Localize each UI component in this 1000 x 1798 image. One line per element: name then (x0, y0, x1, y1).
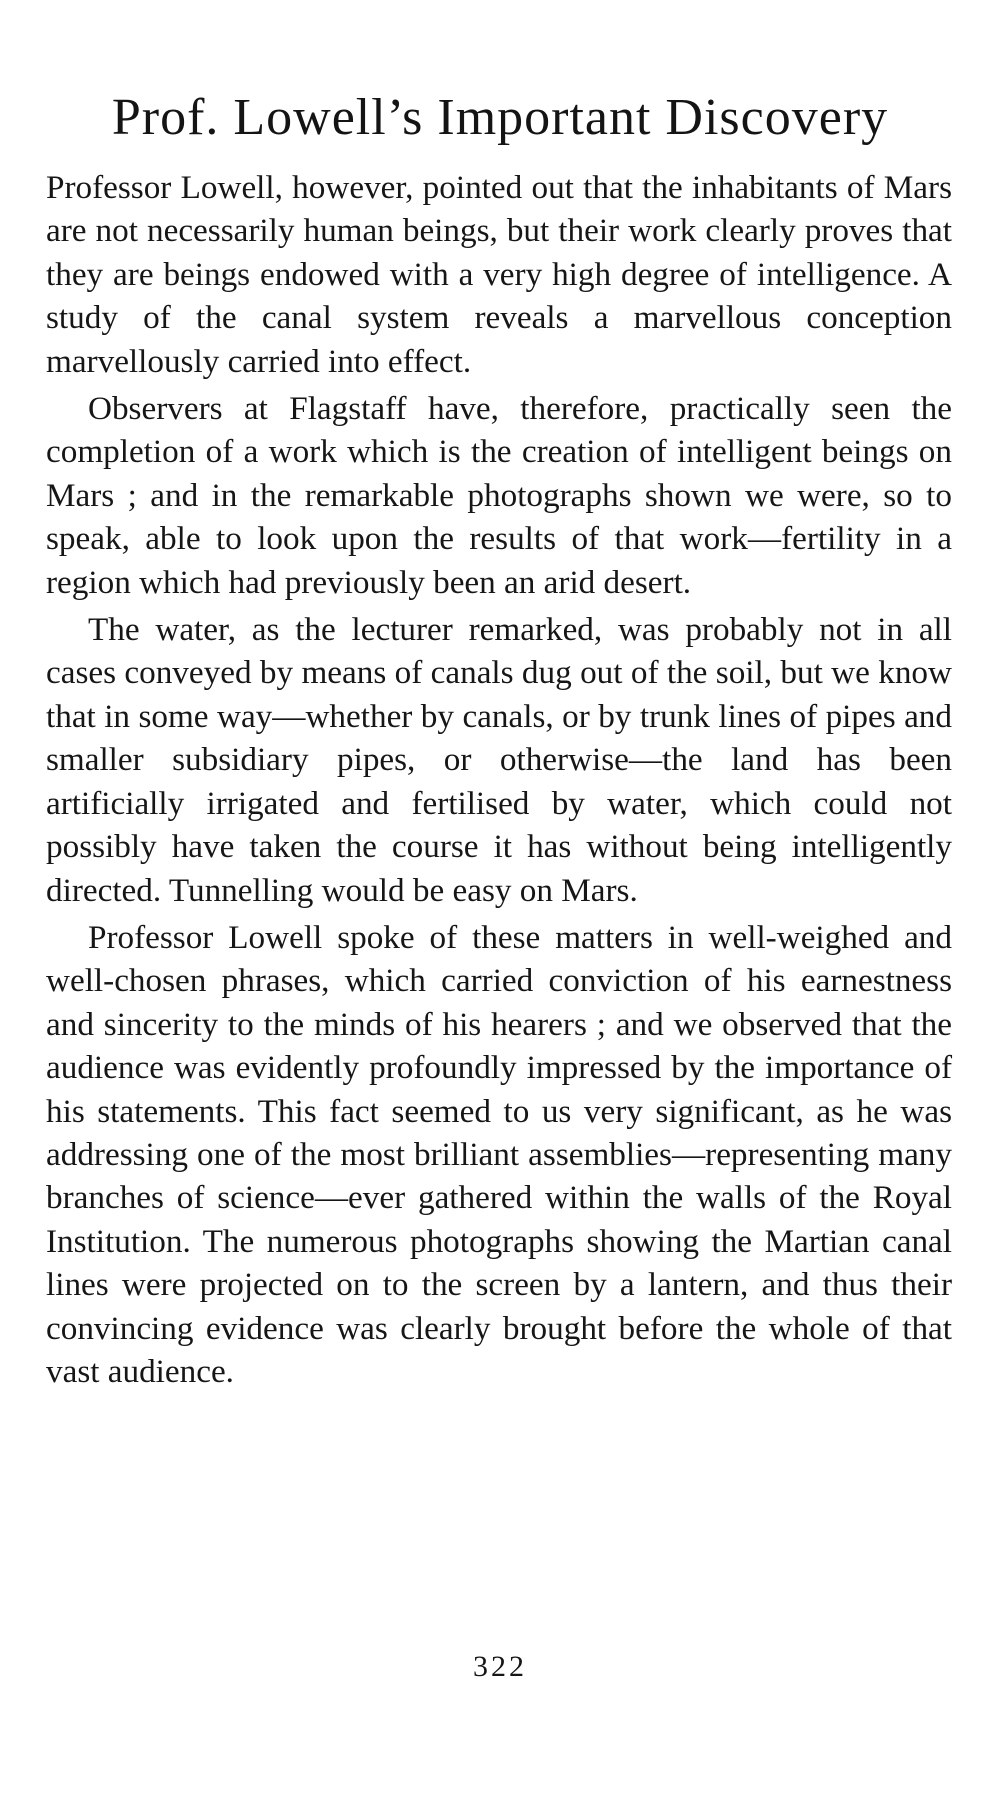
running-head: Prof. Lowell’s Important Discovery (111, 89, 889, 146)
page-number: 322 (473, 1650, 527, 1683)
body-text (46, 166, 952, 1397)
paragraph-3: The water, as the lecturer remarked, was probably not in all cases conveyed by means of canals dug out of the soil, but we know that in some way—whether by canals, or by trunk lines of pipes and smaller subsidiary pipes, or otherwise—the land has been artificially irrigated and fertilised by water, which could not possibly have taken the course it has without being intelligently directed. Tunnelling would be easy on Mars. (46, 611, 952, 909)
paragraph-2: Observers at Flagstaff have, therefore, practically seen the completion of a work which is the creation of intelligent beings on Mars ; and in the remarkable photographs shown we were, so to speak, able to look upon the results of that work—fertility in a region which had previously been an arid desert. (46, 390, 952, 601)
paragraph-1: Professor Lowell, however, pointed out that the inhabitants of Mars are not necessarily human beings, but their work clearly proves that they are beings endowed with a very high degree of intelligence. A study of the canal system reveals a marvellous conception marvellously carried into effect. (46, 169, 952, 380)
paragraph-4: Professor Lowell spoke of these matters in well-weighed and well-chosen phrases, which carried conviction of his earnestness and sincerity to the minds of his hearers ; and we observed that the audience was evidently profoundly impressed by the importance of his statements. This fact seemed to us very significant, as he was addressing one of the most brilliant assemblies—representing many branches of science—ever gathered within the walls of the Royal Institution. The numerous photographs showing the Martian canal lines were projected on to the screen by a lantern, and thus their convincing evidence was clearly brought before the whole of that vast audience. (46, 918, 952, 1390)
